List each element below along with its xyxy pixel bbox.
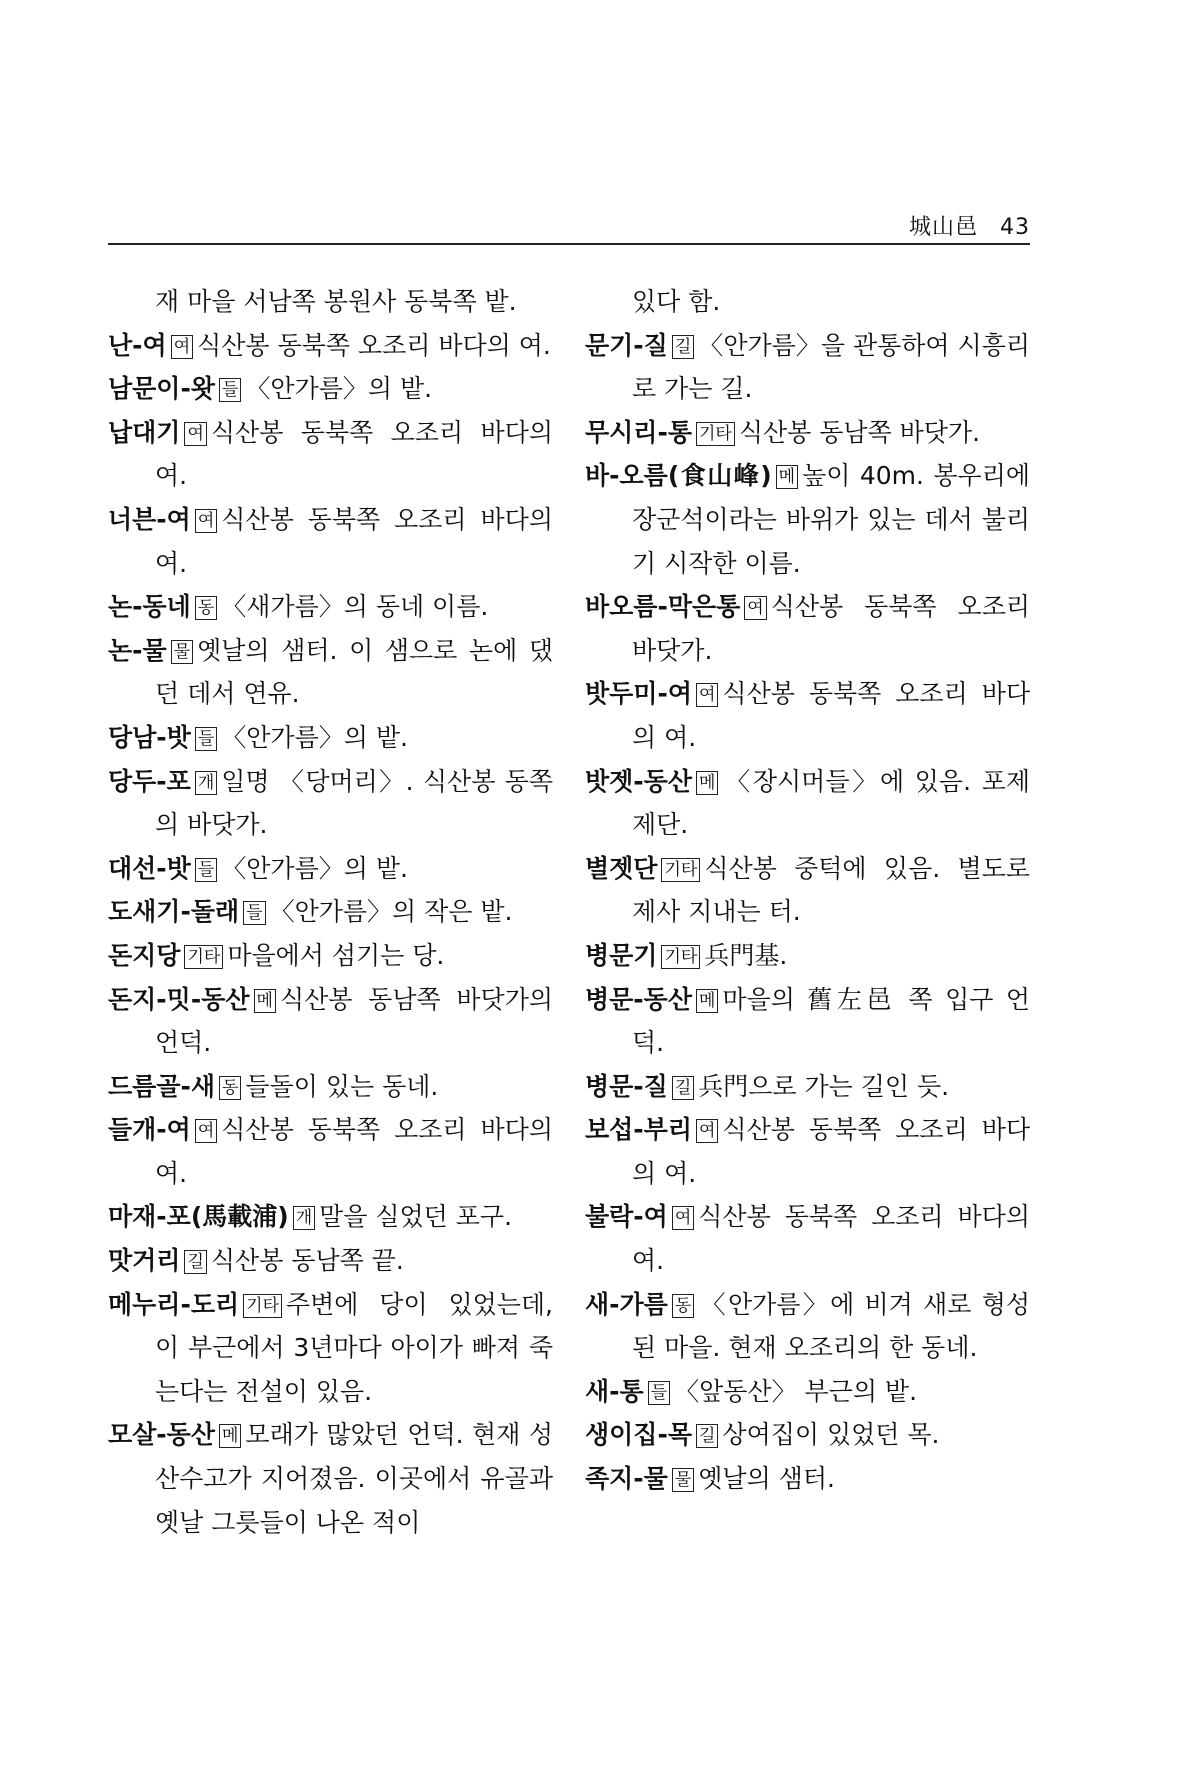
entry-headword: 남문이-왓 <box>108 374 215 404</box>
entry-category-tag: 들 <box>648 1381 670 1405</box>
entry-headword: 별젯단 <box>585 853 658 883</box>
entry-definition: 〈안가름〉의 밭. <box>221 722 408 752</box>
dictionary-entry <box>108 411 553 498</box>
entry-definition: 말을 실었던 포구. <box>319 1202 513 1232</box>
entry-headword: 난-여 <box>108 330 167 360</box>
dictionary-entry <box>585 1065 1030 1109</box>
entry-headword: 바-오름(食山峰) <box>585 461 772 491</box>
dictionary-entry <box>108 280 553 324</box>
entry-category-tag: 여 <box>696 683 718 707</box>
dictionary-entry <box>585 411 1030 455</box>
entry-definition: 일명 〈당머리〉. 식산봉 동쪽의 바닷가. <box>155 766 553 840</box>
dictionary-entry <box>108 847 553 891</box>
entry-headword: 돈지-밋-동산 <box>108 984 250 1014</box>
dictionary-entry <box>585 672 1030 759</box>
entry-headword: 맛거리 <box>108 1246 181 1276</box>
entry-category-tag: 기타 <box>661 858 700 882</box>
entry-category-tag: 여 <box>696 1119 718 1143</box>
entry-category-tag: 기타 <box>184 945 223 969</box>
entry-definition: 식산봉 중턱에 있음. 별도로 제사 지내는 터. <box>632 853 1030 927</box>
entry-category-tag: 개 <box>195 771 217 795</box>
entry-category-tag: 동 <box>672 1294 694 1318</box>
entry-definition: 식산봉 동북쪽 오조리 바다의 여. <box>155 504 553 578</box>
entry-category-tag: 기타 <box>661 945 700 969</box>
entry-headword: 불락-여 <box>585 1202 668 1232</box>
entry-category-tag: 동 <box>219 1076 241 1100</box>
dictionary-entry <box>585 978 1030 1065</box>
entry-definition: 〈안가름〉에 비겨 새로 형성된 마을. 현재 오조리의 한 동네. <box>632 1289 1030 1363</box>
entry-headword: 병문-질 <box>585 1071 668 1101</box>
page-number: 43 <box>1000 215 1030 240</box>
entry-headword: 들개-여 <box>108 1115 191 1145</box>
entry-headword: 너븐-여 <box>108 504 191 534</box>
dictionary-entry <box>585 847 1030 934</box>
entry-definition: 〈안가름〉의 밭. <box>245 374 433 404</box>
entry-category-tag: 길 <box>672 1076 694 1100</box>
entry-category-tag: 여 <box>195 1119 217 1143</box>
running-header <box>108 210 1030 240</box>
entry-definition: 〈새가름〉의 동네 이름. <box>221 592 489 622</box>
entry-category-tag: 메 <box>219 1424 241 1448</box>
entry-definition: 식산봉 동남쪽 끝. <box>210 1246 404 1276</box>
right-column <box>585 280 1030 1501</box>
entry-definition: 재 마을 서남쪽 봉원사 동북쪽 밭. <box>155 287 517 316</box>
entry-category-tag: 들 <box>195 858 217 882</box>
dictionary-entry <box>108 934 553 978</box>
dictionary-entry <box>585 324 1030 411</box>
entry-category-tag: 여 <box>195 509 217 533</box>
entry-headword: 무시리-통 <box>585 417 692 447</box>
entry-category-tag: 메 <box>776 465 798 489</box>
dictionary-entry <box>108 1413 553 1544</box>
entry-headword: 도새기-돌래 <box>108 897 240 927</box>
entry-definition: 兵門으로 가는 길인 듯. <box>698 1071 950 1101</box>
entry-category-tag: 메 <box>696 771 718 795</box>
entry-definition: 식산봉 동북쪽 오조리 바다의 여. <box>155 1115 553 1188</box>
entry-category-tag: 길 <box>672 335 694 359</box>
entry-headword: 밧젯-동산 <box>585 766 692 796</box>
entry-category-tag: 물 <box>171 640 193 664</box>
entry-definition: 식산봉 동북쪽 오조리 바다의 여. <box>632 679 1030 752</box>
entry-definition: 있다 함. <box>632 287 721 316</box>
dictionary-entry <box>585 934 1030 978</box>
entry-headword: 족지-물 <box>585 1464 668 1494</box>
entry-headword: 납대기 <box>108 417 181 447</box>
entry-category-tag: 들 <box>219 378 241 402</box>
entry-headword: 논-물 <box>108 635 167 665</box>
dictionary-entry <box>585 280 1030 324</box>
dictionary-entry <box>585 1283 1030 1370</box>
dictionary-entry <box>108 1283 553 1414</box>
entry-definition: 주변에 당이 있었는데, 이 부근에서 3년마다 아이가 빠져 죽는다는 전설이 있음. <box>155 1289 553 1406</box>
entry-category-tag: 메 <box>254 989 276 1013</box>
entry-headword: 바오름-막은통 <box>585 592 741 622</box>
dictionary-entry <box>108 324 553 368</box>
entry-headword: 당남-밧 <box>108 722 191 752</box>
entry-headword: 메누리-도리 <box>108 1289 240 1319</box>
entry-definition: 식산봉 동북쪽 오조리 바다의 여. <box>197 330 551 360</box>
entry-category-tag: 여 <box>171 335 193 359</box>
entry-definition: 〈안가름〉의 밭. <box>221 853 408 883</box>
entry-definition: 식산봉 동남쪽 바닷가의 언덕. <box>155 984 553 1058</box>
dictionary-entry <box>108 1065 553 1109</box>
left-column <box>108 280 553 1544</box>
entry-definition: 〈안가름〉의 작은 밭. <box>269 897 513 927</box>
header-rule <box>108 243 1030 245</box>
dictionary-entry <box>108 716 553 760</box>
entry-category-tag: 들 <box>195 727 217 751</box>
dictionary-entry <box>108 585 553 629</box>
dictionary-entry <box>585 454 1030 585</box>
dictionary-entry <box>585 760 1030 847</box>
entry-definition: 〈앞동산〉 부근의 밭. <box>674 1376 918 1406</box>
entry-definition: 식산봉 동북쪽 오조리 바다의 여. <box>155 417 553 491</box>
entry-headword: 병문기 <box>585 940 658 970</box>
entry-headword: 병문-동산 <box>585 984 692 1014</box>
entry-headword: 모살-동산 <box>108 1420 215 1450</box>
entry-category-tag: 기타 <box>696 422 735 446</box>
entry-headword: 새-가름 <box>585 1289 668 1319</box>
entry-definition: 상여집이 있었던 목. <box>722 1420 940 1450</box>
entry-definition: 옛날의 샘터. <box>698 1464 835 1494</box>
dictionary-entry <box>585 585 1030 672</box>
entry-category-tag: 들 <box>243 901 265 925</box>
entry-definition: 마을의 舊左邑 쪽 입구 언덕. <box>632 984 1030 1058</box>
entry-definition: 옛날의 샘터. 이 샘으로 논에 댔던 데서 연유. <box>155 635 553 709</box>
dictionary-entry <box>108 760 553 847</box>
entry-category-tag: 개 <box>293 1206 315 1230</box>
dictionary-entry <box>585 1413 1030 1457</box>
dictionary-entry <box>108 1195 553 1239</box>
dictionary-entry <box>108 629 553 716</box>
entry-definition: 〈장시머들〉에 있음. 포제 제단. <box>632 766 1030 840</box>
dictionary-entry <box>108 1108 553 1195</box>
entry-headword: 새-통 <box>585 1376 644 1406</box>
entry-definition: 마을에서 섬기는 당. <box>227 940 445 970</box>
entry-definition: 식산봉 동북쪽 오조리 바다의 여. <box>632 1202 1030 1276</box>
entry-headword: 당두-포 <box>108 766 191 796</box>
entry-headword: 보섭-부리 <box>585 1115 692 1145</box>
entry-headword: 대선-밧 <box>108 853 191 883</box>
entry-category-tag: 동 <box>195 596 217 620</box>
entry-definition: 식산봉 동북쪽 오조리 바다의 여. <box>632 1115 1030 1188</box>
entry-category-tag: 여 <box>744 596 766 620</box>
dictionary-entry <box>585 1370 1030 1414</box>
entry-category-tag: 물 <box>672 1468 694 1492</box>
header-title: 城山邑 <box>908 215 978 240</box>
entry-headword: 논-동네 <box>108 592 191 622</box>
entry-category-tag: 여 <box>672 1206 694 1230</box>
entry-definition: 〈안가름〉을 관통하여 시흥리로 가는 길. <box>632 330 1030 404</box>
entry-category-tag: 여 <box>184 422 206 446</box>
dictionary-entry <box>108 1239 553 1283</box>
entry-headword: 마재-포(馬載浦) <box>108 1202 289 1232</box>
dictionary-entry <box>108 890 553 934</box>
entry-category-tag: 메 <box>696 989 718 1013</box>
entry-definition: 모래가 많았던 언덕. 현재 성산수고가 지어졌음. 이곳에서 유골과 옛날 그릇들이 나온 적이 <box>155 1420 553 1537</box>
entry-definition: 兵門基. <box>704 940 788 970</box>
dictionary-entry <box>108 498 553 585</box>
dictionary-entry <box>585 1108 1030 1195</box>
entry-category-tag: 길 <box>184 1250 206 1274</box>
entry-headword: 문기-질 <box>585 330 668 360</box>
dictionary-entry <box>585 1195 1030 1282</box>
entry-definition: 들돌이 있는 동네. <box>245 1071 439 1101</box>
entry-definition: 식산봉 동북쪽 오조리 바닷가. <box>632 592 1030 665</box>
dictionary-entry <box>108 978 553 1065</box>
entry-definition: 식산봉 동남쪽 바닷가. <box>738 417 981 447</box>
entry-headword: 생이집-목 <box>585 1420 692 1450</box>
dictionary-entry <box>585 1457 1030 1501</box>
entry-headword: 돈지당 <box>108 940 181 970</box>
dictionary-entry <box>108 367 553 411</box>
entry-definition: 높이 40m. 봉우리에 장군석이라는 바위가 있는 데서 불리기 시작한 이름. <box>632 461 1031 578</box>
entry-category-tag: 기타 <box>243 1294 282 1318</box>
entry-headword: 드름골-새 <box>108 1071 215 1101</box>
entry-category-tag: 길 <box>696 1424 718 1448</box>
entry-headword: 밧두미-여 <box>585 679 692 709</box>
